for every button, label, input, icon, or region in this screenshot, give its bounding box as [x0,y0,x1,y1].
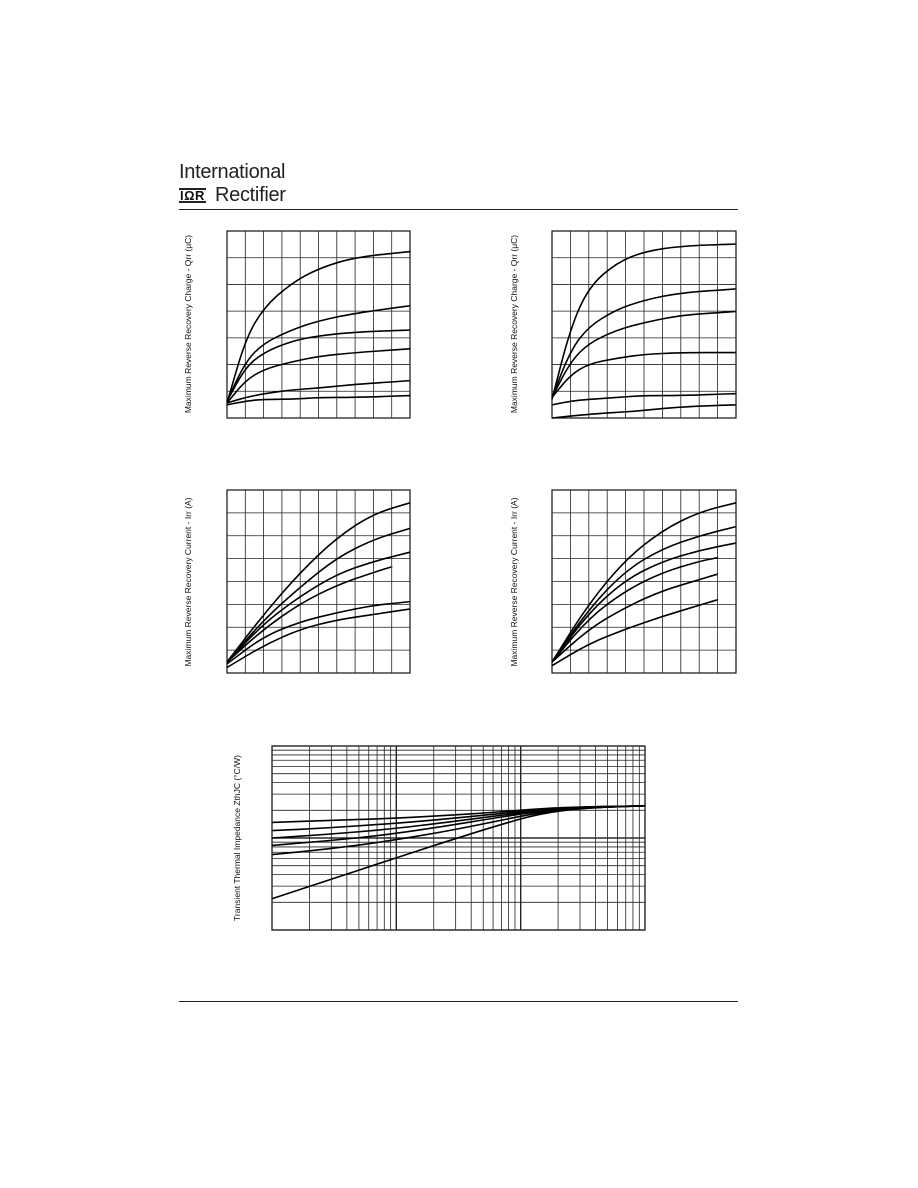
series-line-2 [272,806,645,831]
ior-logo-icon: IΩR [180,188,205,203]
series-line-5 [552,574,718,662]
y-axis-label: Maximum Reverse Recovery Charge - Qrr (μC) [509,234,519,414]
series-line-4 [272,806,645,846]
y-axis-label: Maximum Reverse Recovery Current - Irr (A) [509,497,519,667]
y-axis-label: Maximum Reverse Recovery Charge - Qrr (μC) [183,234,193,414]
series-line-4 [552,558,718,662]
company-name-line2: Rectifier [215,184,286,206]
y-axis-label: Transient Thermal Impedance ZthJC (°C/W) [232,755,242,921]
company-name-line1: International [179,161,286,183]
y-axis-label: Maximum Reverse Recovery Current - Irr (A) [183,497,193,667]
